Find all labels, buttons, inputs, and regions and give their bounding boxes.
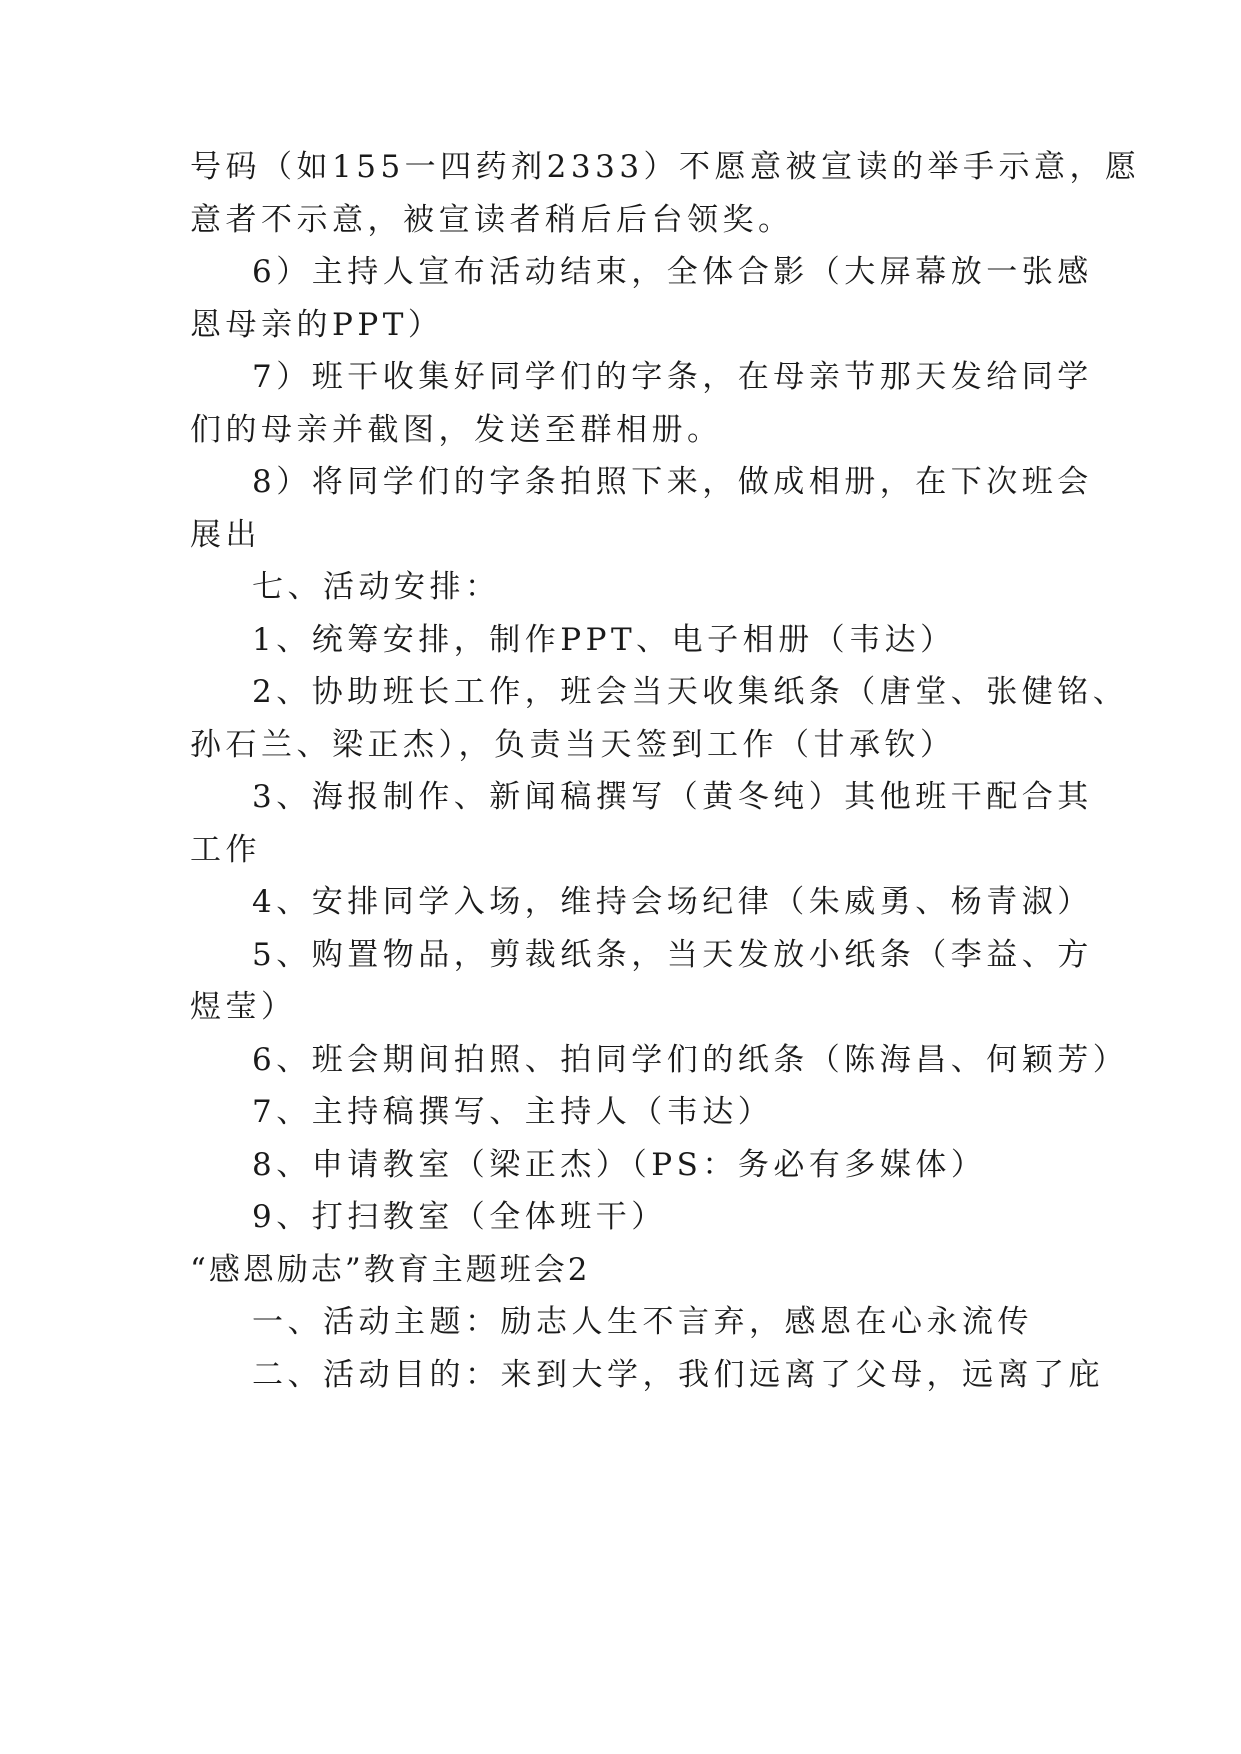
paragraph-line: 意者不示意，被宣读者稍后后台领奖。 bbox=[190, 202, 794, 238]
list-item-task-3: 3、海报制作、新闻稿撰写（黄冬纯）其他班干配合其 bbox=[252, 779, 1093, 815]
paragraph-line: 号码（如155一四药剂2333）不愿意被宣读的举手示意，愿 bbox=[190, 149, 1141, 185]
list-item-step-7: 7）班干收集好同学们的字条，在母亲节那天发给同学 bbox=[252, 359, 1093, 395]
paragraph-line: 孙石兰、梁正杰），负责当天签到工作（甘承钦） bbox=[190, 727, 956, 763]
list-item-task-8: 8、申请教室（梁正杰）（PS：务必有多媒体） bbox=[252, 1147, 987, 1183]
list-item-task-5: 5、购置物品，剪裁纸条，当天发放小纸条（李益、方 bbox=[252, 937, 1093, 973]
paragraph-line: 们的母亲并截图，发送至群相册。 bbox=[190, 412, 723, 448]
list-item-task-7: 7、主持稿撰写、主持人（韦达） bbox=[252, 1094, 774, 1130]
paragraph-line: 煜莹） bbox=[190, 989, 297, 1025]
list-item-task-1: 1、统筹安排，制作PPT、电子相册（韦达） bbox=[252, 622, 956, 658]
list-item-task-4: 4、安排同学入场，维持会场纪律（朱威勇、杨青淑） bbox=[252, 884, 1093, 920]
section-heading: 一、活动主题：励志人生不言弃，感恩在心永流传 bbox=[252, 1304, 1033, 1340]
list-item-step-8: 8）将同学们的字条拍照下来，做成相册，在下次班会 bbox=[252, 464, 1093, 500]
list-item-task-9: 9、打扫教室（全体班干） bbox=[252, 1199, 667, 1235]
section-heading: 七、活动安排： bbox=[252, 569, 501, 605]
list-item-task-2: 2、协助班长工作，班会当天收集纸条（唐堂、张健铭、 bbox=[252, 674, 1129, 710]
section-heading: 二、活动目的：来到大学，我们远离了父母，远离了庇 bbox=[252, 1357, 1104, 1393]
paragraph-line: 工作 bbox=[190, 832, 261, 868]
document-title: “感恩励志”教育主题班会2 bbox=[190, 1252, 591, 1288]
list-item-task-6: 6、班会期间拍照、拍同学们的纸条（陈海昌、何颖芳） bbox=[252, 1042, 1129, 1078]
paragraph-line: 恩母亲的PPT） bbox=[190, 307, 444, 343]
paragraph-line: 展出 bbox=[190, 517, 261, 553]
list-item-step-6: 6）主持人宣布活动结束，全体合影（大屏幕放一张感 bbox=[252, 254, 1093, 290]
